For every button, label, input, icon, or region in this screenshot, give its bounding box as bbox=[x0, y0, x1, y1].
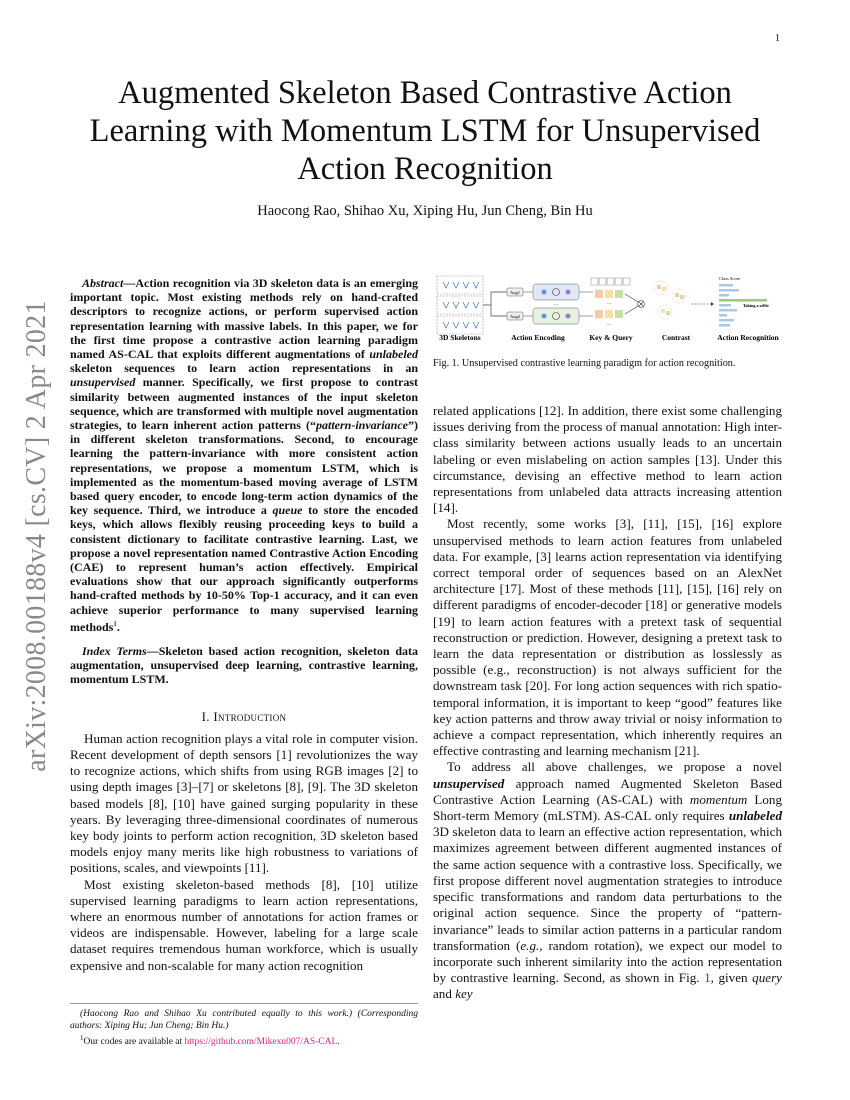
svg-text:···: ··· bbox=[606, 302, 612, 307]
svg-text:···: ··· bbox=[553, 303, 559, 308]
skeleton-frames-middle bbox=[437, 296, 483, 314]
paper-title: Augmented Skeleton Based Contrastive Action Learning with Momentum LSTM for Unsupervised Action Recognition bbox=[89, 75, 761, 187]
intro-paragraph-2: Most existing skeleton-based methods [8], [10] utilize supervised learning paradigms to learn action representations, where an enormous number of annotations for action frames or videos are indispensable. However, labeling for a large scale dataset requires tremendous human workforce, which is usually expensive and non-scalable for many action recognition bbox=[70, 876, 418, 973]
label-action-recognition: Action Recognition bbox=[717, 333, 779, 342]
abstract: Abstract—Action recognition via 3D skeleton data is an emerging important topic. Most existing methods rely on hand-crafted descriptors to recognize actions, or perform supervised action representation learning with massive labels. In this paper, we for the first time propose a contrastive action learning paradigm named AS-CAL that exploits different augmentations of unlabeled skeleton sequences to learn action representations in an unsupervised manner. Specifically, we first propose to contrast similarity between augmented instances of the input skeleton sequence, which are transformed with multiple novel augmentation strategies, to learn inherent action patterns (“pattern-invariance”) in different skeleton transformations. Second, to encourage learning the pattern-invariance with more consistent action representations, we propose a momentum LSTM, which is implemented as the momentum-based moving average of LSTM based query encoder, to encode long-term action dynamics of the key sequence. Third, we introduce a queue to store the encoded keys, which allows flexibly reusing proceeding keys to build a consistent dictionary to facilitate contrastive learning. Last, we propose a novel representation named Contrastive Action Encoding (CAE) to represent human’s action effectively. Empirical evaluations show that our approach significantly outperforms hand-crafted methods by 10-50% Top-1 accuracy, and it can even achieve superior performance to many supervised learning methods$^1$. bbox=[70, 276, 418, 634]
label-action-encoding: Action Encoding bbox=[511, 333, 565, 342]
index-terms-label: Index Terms bbox=[82, 644, 147, 659]
code-link[interactable]: https://github.com/Mikexu007/AS-CAL bbox=[184, 1037, 338, 1048]
abstract-label: Abstract bbox=[82, 276, 124, 290]
queue-squares bbox=[591, 278, 630, 328]
right-paragraph-2: Most recently, some works [3], [11], [15], [16] explore unsupervised methods to learn action features from unlabeled data. For example, [3] learns action representation via identifying correct temporal order of sequences based on an AlexNet architecture [17]. Most of these methods [11], [15], [16] rely on different paradigms of encoder-decoder [18] or generative models [19] to learn action features with a pretext task of sequential reconstruction or prediction. However, designing a pretext task to learn the data representation or distribution as losslessly as possible (e.g., reconstruction) is not always sufficient for the downstream task [20]. For long action sequences with rich spatio-temporal information, it is important to keep “good” features like key action patterns and throw away trivial or noisy information to achieve a compact representation, which inherently requires an effective contrasting and learning mechanism [21]. bbox=[433, 516, 782, 759]
index-terms: Index Terms—Skeleton based action recognition, skeleton data augmentation, unsupervised deep learning, contrastive learning, momentum LSTM. bbox=[70, 644, 418, 687]
right-paragraph-1: related applications [12]. In addition, there exist some challenging issues deriving from the process of manual annotation: High inter-class similarity between actions usually leads to an uncertain labeling or even mislabeling on action samples [13]. Under this circumstance, devising an effective method to learn action representations from unlabeled data attracts increasing attention [14]. bbox=[433, 403, 782, 516]
author-list: Haocong Rao, Shihao Xu, Xiping Hu, Jun Cheng, Bin Hu bbox=[257, 203, 593, 219]
footnote-mark[interactable]: 1 bbox=[113, 619, 117, 628]
figure-1-caption: Fig. 1. Unsupervised contrastive learning paradigm for action recognition. bbox=[433, 358, 736, 369]
skeleton-frames-bottom bbox=[437, 316, 483, 334]
right-column bbox=[433, 403, 782, 1003]
class-score-label: Class Score bbox=[719, 276, 741, 281]
skeleton-frames-top bbox=[437, 276, 483, 294]
figure-reference[interactable]: 1 bbox=[704, 970, 711, 986]
left-column bbox=[70, 276, 418, 974]
equal-contribution-note: (Haocong Rao and Shihao Xu contributed equally to this work.) (Corresponding authors: Xiping Hu; Jun Cheng; Bin Hu.) bbox=[70, 1009, 418, 1031]
aug2-label: Aug2 bbox=[510, 314, 520, 319]
right-paragraph-3: To address all above challenges, we propose a novel unsupervised approach named Augmented Skeleton Based Contrastive Action Learning (AS-CAL) with momentum Long Short-term Memory (mLSTM). AS-CAL only requires unlabeled 3D skeleton data to learn an effective action representation, which maximizes agreement between different augmented instances of the same action sequence with a contrastive loss. Specifically, we first propose different novel augmentation strategies to introduce specific transformations and random data perturbations to the original action sequence. Since the property of “pattern-invariance” leads to similar action patterns in a particular random transformation (e.g., random rotation), we expect our model to incorporate such inherent similarity into the action representation by contrastive learning. Second, as shown in Fig. 1, given query and key bbox=[433, 759, 782, 1002]
key-encoder-block bbox=[533, 308, 579, 324]
label-key-query: Key & Query bbox=[589, 333, 633, 342]
query-encoder-block bbox=[533, 284, 579, 300]
arxiv-stamp bbox=[0, 0, 70, 1100]
page-number: 1 bbox=[775, 33, 780, 44]
predicted-class-label: Taking a selfie bbox=[743, 303, 769, 308]
label-contrast: Contrast bbox=[661, 333, 691, 342]
intro-paragraph-1: Human action recognition plays a vital role in computer vision. Recent development of depth sensors [1] revolutionizes the way to recognize actions, which shifts from using RGB images [2] to using depth images [3]–[7] or skeletons [8], [9]. The 3D skeleton based models [8], [10] have gained surging popularity in these years. By leveraging three-dimensional coordinates of numerous key body joints to perform action recognition, 3D skeleton based models enjoy many merits like high robustness to variations of positions, scales, and viewpoints [11]. bbox=[70, 730, 418, 876]
footnotes bbox=[70, 1003, 418, 1048]
contrast-clusters bbox=[654, 281, 686, 319]
label-3d-skeletons: 3D Skeletons bbox=[439, 333, 481, 342]
arxiv-stamp-text: arXiv:2008.00188v4 [cs.CV] 2 Apr 2021 bbox=[21, 300, 52, 772]
aug1-label: Aug1 bbox=[510, 290, 520, 295]
code-footnote: $^1$Our codes are available at https://github.com/Mikexu007/AS-CAL. bbox=[80, 1034, 340, 1048]
section-heading-introduction: I. Introduction bbox=[201, 708, 287, 724]
svg-text:···: ··· bbox=[606, 323, 612, 328]
